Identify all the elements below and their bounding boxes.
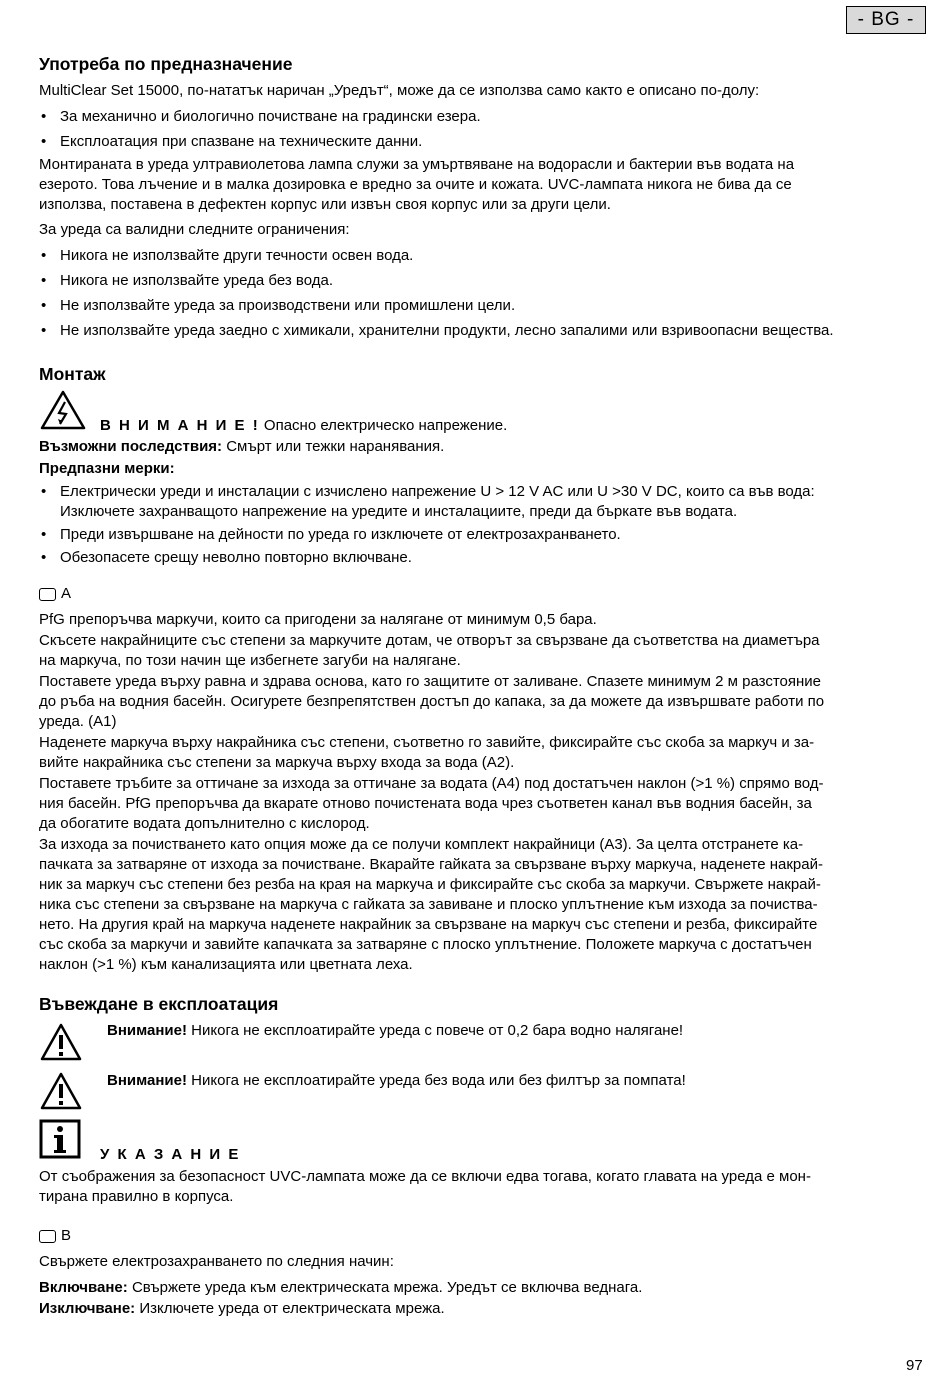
paragraph: Наденете маркуча върху накрайника със степени, съответно го завийте, фиксирайте със скоба за маркуч и за- вийте накрайника със степени за маркуча върху входа за вода (A2). [39, 734, 815, 771]
switch-on: Включване: Свържете уреда към електрическата мрежа. Уредът се включва веднага. [39, 1279, 643, 1296]
heading-intended-use: Употреба по предназначение [39, 54, 293, 74]
section-intended-use [39, 53, 927, 341]
list-item: • Никога не използвайте уреда без вода. [39, 271, 927, 291]
restrictions-intro: За уреда са валидни следните ограничения: [39, 221, 350, 238]
note-label: У К А З А Н И Е [100, 1146, 241, 1163]
consequences: Възможни последствия: Смърт или тежки наранявания. [39, 438, 445, 455]
caution-pressure: Внимание! Никога не експлоатирайте уреда с повече от 0,2 бара водно налягане! [107, 1022, 684, 1039]
list-item: • Преди извършване на дейности по уреда го изключете от електрозахранването. [39, 525, 927, 545]
figure-icon [39, 1230, 56, 1243]
list-item: • Електрически уреди и инсталации с изчислено напрежение U > 12 V AC или U >30 V DC, които са във вода: Изключете захранващото напрежение на уредите и инсталациите, преди да бъркате във водата. [39, 482, 927, 522]
language-tag: - BG - [846, 6, 926, 34]
intended-use-intro: MultiClear Set 15000, по-нататък наричан „Уредът“, може да се използва само както е описано по-долу: [39, 82, 760, 99]
list-item: • За механично и биологично почистване на градински езера. [39, 107, 927, 127]
intended-use-list [39, 107, 927, 152]
electrical-warning [100, 416, 507, 436]
section-installation [39, 363, 927, 973]
list-item: • Не използвайте уреда заедно с химикали, хранителни продукти, лесно запалими или взривоопасни вещества. [39, 321, 927, 341]
caution-no-water: Внимание! Никога не експлоатирайте уреда без вода или без филтър за помпата! [107, 1072, 686, 1089]
list-item: • Никога не използвайте други течности освен вода. [39, 246, 927, 266]
restrictions-list [39, 246, 927, 341]
page-number: 97 [906, 1357, 923, 1374]
switch-off: Изключване: Изключете уреда от електрическата мрежа. [39, 1300, 445, 1317]
electrical-hazard-icon [39, 389, 87, 431]
warning-label: В Н И М А Н И Е ! [100, 417, 260, 434]
paragraph: PfG препоръчва маркучи, които са пригодени за налягане от минимум 0,5 бара. [39, 611, 597, 628]
figure-ref-a: A [39, 584, 71, 604]
warning-icon [39, 1071, 83, 1111]
note-text: От съображения за безопасност UVC-лампата може да се включи едва тогава, когато главата на уреда е мон- тирана правилно в корпуса. [39, 1168, 811, 1205]
installation-paragraphs [39, 610, 927, 975]
paragraph: Поставете тръбите за оттичане за изхода за оттичане за водата (A4) под достатъчен наклон (>1 %) спрямо вод- ния басейн. PfG препоръчва да вкарате отново почистената вода чрез съответен канал във водния басейн, за да обогатите водата допълнително с кислород. [39, 775, 824, 832]
heading-commissioning: Въвеждане в експлоатация [39, 994, 279, 1014]
warning-icon [39, 1022, 83, 1062]
uvc-info: Монтираната в уреда ултравиолетова лампа служи за умъртвяване на водорасли и бактерии във водата на езерото. Това лъчение и в малка дозировка е вредно за очите и кожата. UVC-лампата никога не бива да се използва, поставена в дефектен корпус или извън своя корпус или за други цели. [39, 156, 795, 213]
paragraph: Поставете уреда върху равна и здрава основа, като го защитите от заливане. Спазете минимум 2 м разстояние до ръба на водния басейн. Осигурете безпрепятствен достъп до капака, за да можете да извършвате работи по уреда. (A1) [39, 673, 825, 730]
list-item: • Обезопасете срещу неволно повторно включване. [39, 548, 927, 568]
paragraph: За изхода за почистването като опция може да се получи комплект накрайници (A3). За целта отстранете ка- пачката за затваряне от изхода за почистване. Вкарайте гайката за свързване върху маркуча, наденете накрай- ник за маркуч със степени без резба на края на маркуча и фиксирайте със скоба за маркучи. Свържете накрай- ника със степени за свързване на маркуча с гайката за завиване и плоско уплътнение към изхода за почиства- нето. На другия край на маркуча наденете накрайник за свързване на маркуч със степени и резба, фиксирайте със скоба за маркучи и завийте капачката за затваряне с плоско уплътнение. Положете маркуча с достатъчен наклон (>1 %) към канализацията или цветната леха. [39, 836, 823, 973]
paragraph: Скъсете накрайниците със степени за маркучите дотам, че отворът за свързване да съответства на диаметъра на маркуча, по този начин ще избегнете загуби на налягане. [39, 632, 820, 669]
list-item: • Експлоатация при спазване на техническите данни. [39, 132, 927, 152]
heading-installation: Монтаж [39, 364, 106, 384]
figure-icon [39, 588, 56, 601]
section-commissioning [39, 993, 927, 1317]
precautions-list [39, 482, 927, 568]
figure-ref-b: B [39, 1226, 71, 1246]
info-icon [39, 1119, 81, 1159]
connect-intro: Свържете електрозахранването по следния начин: [39, 1253, 394, 1270]
precautions-label: Предпазни мерки: [39, 460, 175, 477]
list-item: • Не използвайте уреда за производствени или промишлени цели. [39, 296, 927, 316]
warning-text: Опасно електрическо напрежение. [263, 417, 508, 434]
